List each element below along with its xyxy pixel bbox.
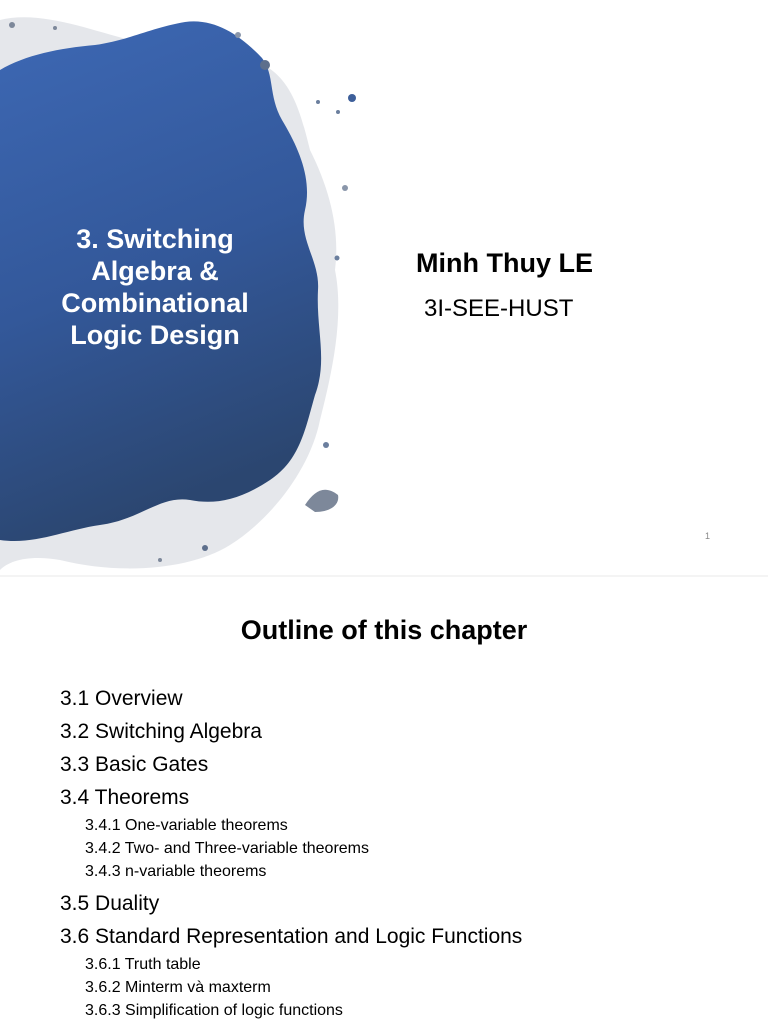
- outline-title: Outline of this chapter: [240, 615, 528, 645]
- outline-subitem: 3.6.3 Simplification of logic functions: [85, 1002, 343, 1019]
- author-name: Minh Thuy LE: [416, 248, 593, 278]
- outline-item: 3.2 Switching Algebra: [60, 720, 262, 743]
- outline-subitem: 3.4.1 One-variable theorems: [85, 817, 288, 834]
- outline-list: [60, 687, 522, 1022]
- outline-subitem: 3.6.1 Truth table: [85, 956, 201, 973]
- outline-item: 3.3 Basic Gates: [60, 753, 209, 776]
- title-line: Algebra &: [91, 256, 219, 286]
- outline-slide: [0, 577, 768, 1024]
- outline-subitem: 3.4.2 Two- and Three-variable theorems: [85, 840, 370, 857]
- outline-item: 3.6 Standard Representation and Logic Functions: [60, 925, 523, 948]
- title-line: 3. Switching: [76, 224, 234, 254]
- title-line: Combinational: [61, 288, 249, 318]
- title-line: Logic Design: [70, 320, 240, 350]
- page-number: 1: [705, 531, 711, 541]
- outline-item: 3.1 Overview: [60, 687, 183, 710]
- slide-title: [30, 223, 280, 351]
- outline-item: 3.4 Theorems: [60, 786, 190, 809]
- outline-item: 3.5 Duality: [60, 892, 160, 915]
- outline-subitem: 3.6.2 Minterm và maxterm: [85, 979, 271, 996]
- author-affiliation: 3I-SEE-HUST: [424, 295, 574, 322]
- outline-subitem: 3.4.3 n-variable theorems: [85, 863, 267, 880]
